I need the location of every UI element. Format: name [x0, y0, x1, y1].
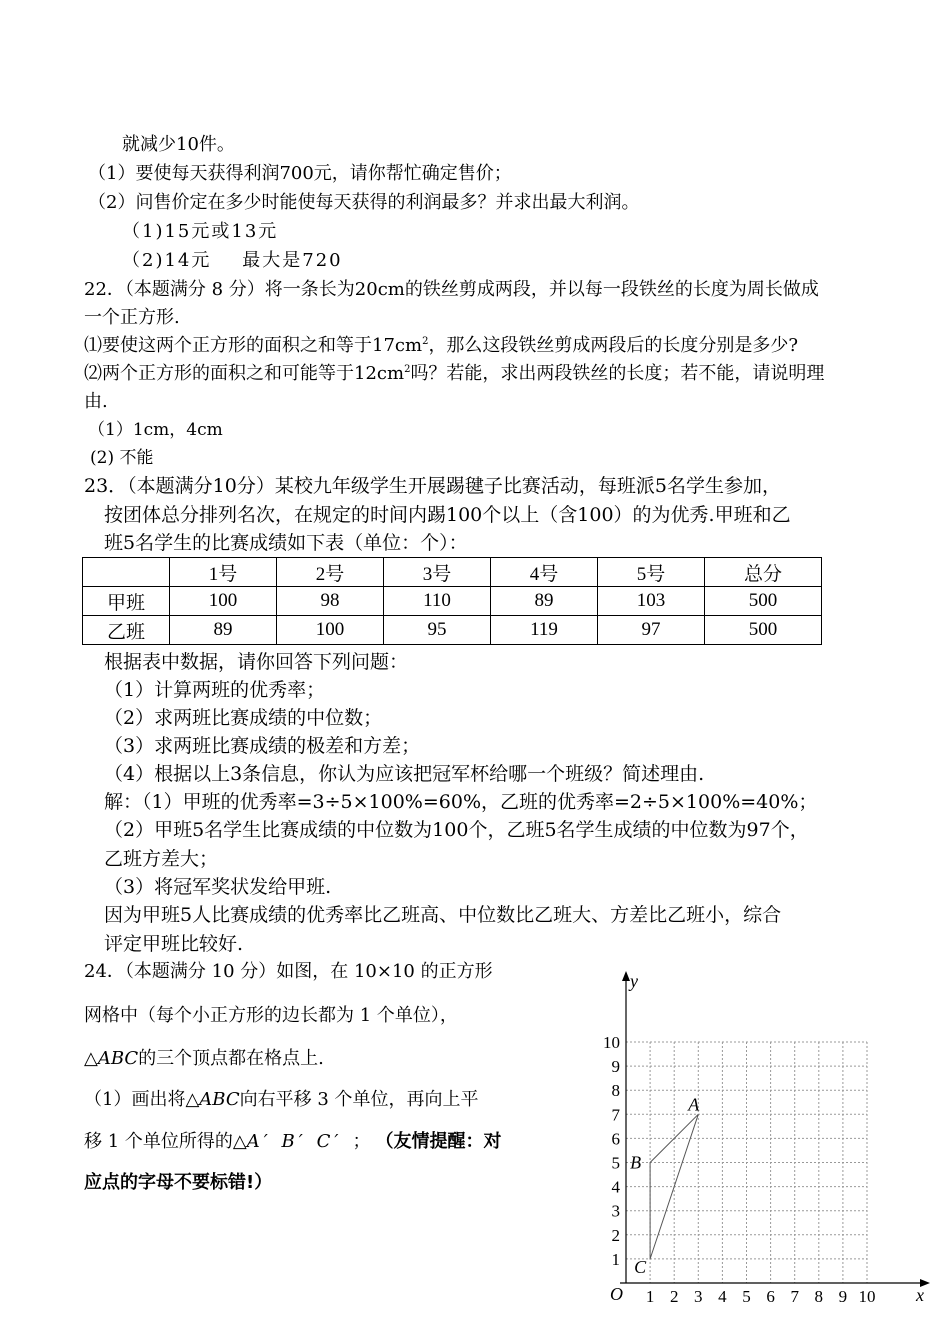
- q21-answer2: （2)14元 最大是720: [122, 250, 343, 271]
- q22-part1: ⑴要使这两个正方形的面积之和等于$17cm^2$，那么这段铁丝剪成两段后的长度分别是多少?: [84, 335, 799, 356]
- x-tick-label: 5: [742, 1287, 751, 1306]
- q21-answer1: （1)15元或13元: [122, 221, 279, 242]
- score-table: [82, 557, 822, 645]
- table-row: [83, 616, 822, 645]
- y-tick-label: 6: [611, 1129, 620, 1149]
- origin-label: O: [610, 1284, 623, 1304]
- table-header-cell: [83, 558, 170, 587]
- table-header-cell: 4号: [491, 558, 598, 587]
- table-header-cell: 3号: [384, 558, 491, 587]
- table-cell: 500: [705, 587, 822, 616]
- y-tick-label: 8: [611, 1081, 620, 1101]
- y-tick-label: 9: [611, 1057, 620, 1077]
- q22-answer2: (2) 不能: [90, 448, 154, 468]
- q23-line1: 23．（本题满分10分）某校九年级学生开展踢毽子比赛活动，每班派5名学生参加，: [84, 475, 781, 497]
- q23-solution3: （3）将冠军奖状发给甲班.: [104, 876, 332, 898]
- table-cell: 97: [598, 616, 705, 645]
- x-axis-label: x: [916, 1285, 924, 1305]
- y-tick-label: 2: [611, 1225, 620, 1245]
- x-tick-label: 3: [694, 1287, 703, 1306]
- q23-solution2-cont: 乙班方差大；: [104, 848, 219, 870]
- vertex-label-c: C: [634, 1256, 647, 1277]
- y-tick-label: 10: [603, 1033, 620, 1052]
- table-cell: 110: [384, 587, 491, 616]
- x-tick-label: 4: [718, 1287, 727, 1306]
- vertex-label-a: A: [688, 1094, 700, 1115]
- y-axis-arrow: [622, 971, 630, 981]
- y-tick-label: 4: [611, 1177, 620, 1197]
- x-tick-label: 2: [669, 1287, 679, 1306]
- q24-line4: （1）画出将△ABC向右平移 3 个单位，再向上平: [84, 1089, 479, 1110]
- q23-question3: （3）求两班比赛成绩的极差和方差；: [104, 735, 421, 757]
- x-tick-label: 8: [814, 1287, 824, 1306]
- y-axis-label: y: [630, 971, 638, 991]
- table-cell: 乙班: [83, 616, 170, 645]
- x-tick-label: 9: [838, 1287, 848, 1306]
- q22-line2: 一个正方形.: [84, 307, 180, 328]
- table-cell: 甲班: [83, 587, 170, 616]
- table-cell: 89: [491, 587, 598, 616]
- q23-question1: （1）计算两班的优秀率；: [104, 679, 326, 701]
- q21-part2: （2）问售价定在多少时能使每天获得的利润最多？并求出最大利润。: [88, 192, 640, 213]
- x-tick-label: 10: [858, 1287, 876, 1306]
- q23-question2: （2）求两班比赛成绩的中位数；: [104, 707, 383, 729]
- q23-solution1: 解：（1）甲班的优秀率=3÷5×100%=60%，乙班的优秀率=2÷5×100%=40%；: [104, 791, 818, 813]
- table-cell: 89: [170, 616, 277, 645]
- q23-line3: 班5名学生的比赛成绩如下表（单位：个）：: [104, 532, 468, 554]
- q23-reason-cont: 评定甲班比较好.: [104, 933, 244, 955]
- table-cell: 98: [277, 587, 384, 616]
- x-tick-label: 7: [790, 1287, 799, 1306]
- q23-reason: 因为甲班5人比赛成绩的优秀率比乙班高、中位数比乙班大、方差比乙班小，综合: [104, 904, 782, 926]
- q24-line2: 网格中（每个小正方形的边长都为 1 个单位），: [84, 1005, 458, 1026]
- table-header-row: [83, 558, 822, 587]
- table-header-cell: 总分: [705, 558, 822, 587]
- q22-part2: ⑵两个正方形的面积之和可能等于$12cm^2$吗？若能，求出两段铁丝的长度；若不能，请说明理: [84, 363, 825, 384]
- table-cell: 103: [598, 587, 705, 616]
- q24-line6: 应点的字母不要标错!）: [84, 1172, 273, 1193]
- q23-question4: （4）根据以上3条信息，你认为应该把冠军杯给哪一个班级？简述理由.: [104, 763, 705, 785]
- q22-line1: 22．（本题满分 8 分）将一条长为20cm的铁丝剪成两段，并以每一段铁丝的长度为周长做成: [84, 279, 819, 300]
- table-header-cell: 2号: [277, 558, 384, 587]
- grid-lines: [626, 1042, 867, 1283]
- q23-intro: 根据表中数据，请你回答下列问题：: [104, 651, 409, 673]
- q23-solution2: （2）甲班5名学生比赛成绩的中位数为100个，乙班5名学生成绩的中位数为97个，: [104, 819, 809, 841]
- q21-part1: （1）要使每天获得利润700元，请你帮忙确定售价；: [88, 163, 512, 184]
- vertex-label-b: B: [630, 1152, 642, 1173]
- q24-line3: △ABC的三个顶点都在格点上.: [84, 1048, 324, 1069]
- x-tick-label: 1: [645, 1287, 655, 1306]
- y-tick-label: 3: [611, 1201, 620, 1221]
- coordinate-grid: [590, 965, 940, 1335]
- table-cell: 100: [170, 587, 277, 616]
- table-cell: 500: [705, 616, 822, 645]
- q22-part2-cont: 由.: [84, 391, 108, 412]
- table-header-cell: 1号: [170, 558, 277, 587]
- table-row: [83, 587, 822, 616]
- table-cell: 119: [491, 616, 598, 645]
- q24-line5: 移 1 个单位所得的△A′ B′ C′ ； （友情提醒：对: [84, 1131, 502, 1152]
- axes: [620, 971, 930, 1287]
- table-cell: 95: [384, 616, 491, 645]
- x-tick-label: 6: [766, 1287, 775, 1306]
- table-header-cell: 5号: [598, 558, 705, 587]
- q22-answer1: （1）1cm，4cm: [88, 420, 223, 440]
- q21-continuation: 就减少10件。: [122, 134, 235, 155]
- y-tick-label: 1: [611, 1249, 620, 1269]
- triangle-abc: [630, 1094, 700, 1277]
- q23-line2: 按团体总分排列名次，在规定的时间内踢100个以上（含100）的为优秀.甲班和乙: [104, 504, 791, 526]
- table-cell: 100: [277, 616, 384, 645]
- y-tick-label: 7: [611, 1105, 620, 1125]
- y-tick-label: 5: [611, 1153, 620, 1173]
- q24-line1: 24．（本题满分 10 分）如图，在 10×10 的正方形: [84, 961, 493, 982]
